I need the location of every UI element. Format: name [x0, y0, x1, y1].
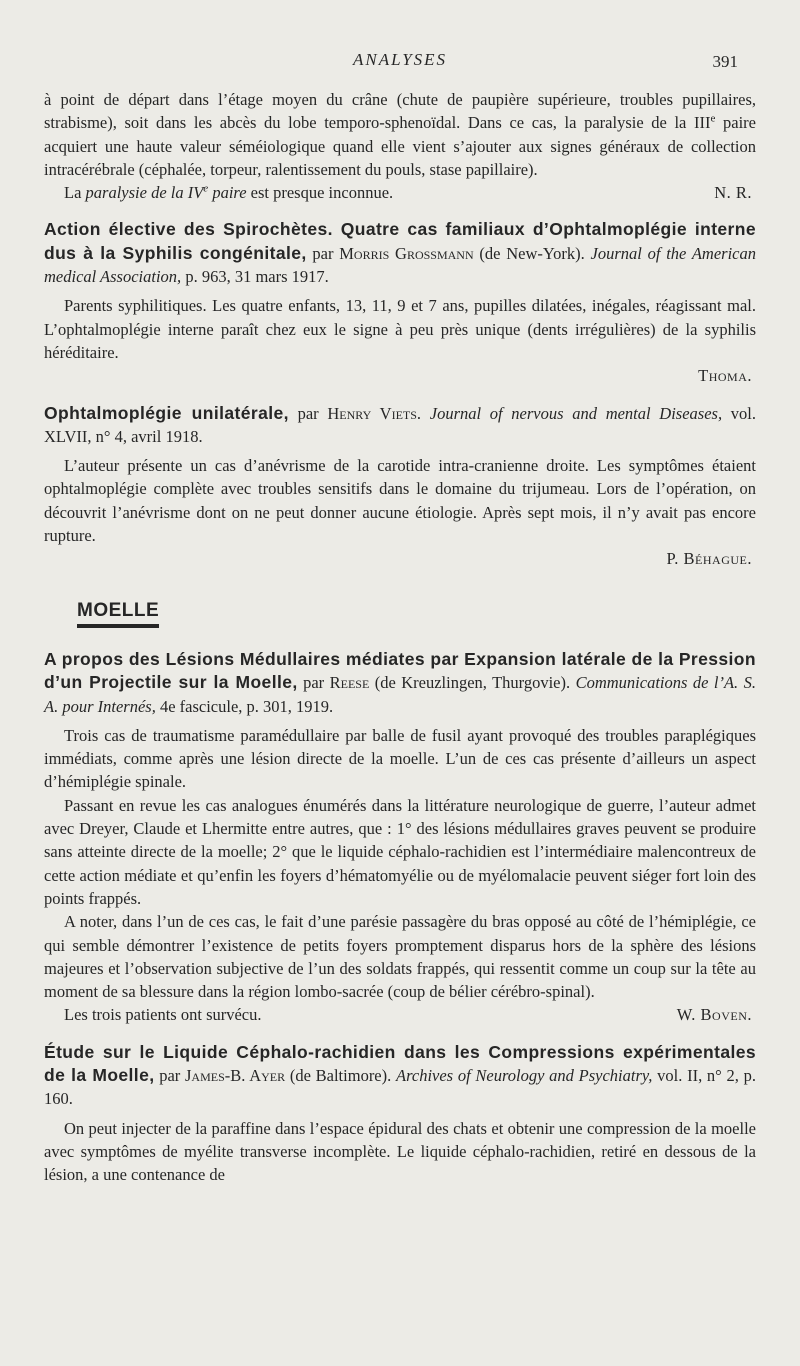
- article-journal: Communications de l’A. S. A. pour Internés,: [44, 673, 757, 716]
- article-title: Ophtalmoplégie unilatérale,: [44, 402, 289, 423]
- article-heading: A propos des Lésions Médullaires médiates par Expansion latérale de la Pression d’un Projectile sur la Moelle, par Reese (de Kreuzlingen, Thurgovie). Communications de l’A. S. A. pour Internés, 4e fascicule, p. 301, 1919.: [44, 648, 757, 716]
- article-spirochetes: [44, 218, 756, 387]
- article-title: Action élective des Spirochètes. Quatre cas familiaux d’Ophtalmoplégie interne dus à la Syphilis congénitale,: [44, 219, 756, 263]
- article-heading: Ophtalmoplégie unilatérale, par Henry Viets. Journal of nervous and mental Diseases, vol. XLVII, n° 4, avril 1918.: [44, 402, 757, 446]
- article-paragraph-last: W. Boven. Les trois patients ont survécu.: [44, 1003, 756, 1026]
- running-header: [0, 50, 800, 74]
- article-summary: On peut injecter de la paraffine dans l’espace épidural des chats et obtenir une compression de la moelle avec symptômes de myélite transverse incomplète. Le liquide céphalo-rachidien, retiré en dessous de la lésion, a une contenance de: [44, 1118, 756, 1185]
- article-liquide-cephalo-rachidien: [44, 1041, 756, 1187]
- article-author: Reese: [329, 673, 370, 693]
- article-author: James-B. Ayer: [185, 1065, 286, 1085]
- article-title: A propos des Lésions Médullaires médiates par Expansion latérale de la Pression d’un Projectile sur la Moelle,: [44, 648, 756, 693]
- running-title: ANALYSES: [352, 50, 448, 69]
- article-heading: Action élective des Spirochètes. Quatre cas familiaux d’Ophtalmoplégie interne dus à la Syphilis congénitale, par Morris Grossmann (de New-York). Journal of the American medical Association, p. 963, 31 mars 1917.: [44, 219, 756, 287]
- article-signature: P. Béhague.: [666, 549, 752, 569]
- article-paragraph: A noter, dans l’un de ces cas, le fait d’une parésie passagère du bras opposé au côté de l’hémiplégie, ce qui semble démontrer l’existence de petits foyers promptement disparus hors de la sphère des lésions majeures et l’observation subjective de l’un des soldats frappés, qui ressentit comme un coup sur la tête au moment de sa blessure dans la région lombo-sacrée (coup de bélier cérébro-spinal).: [44, 912, 756, 1002]
- article-heading: Étude sur le Liquide Céphalo-rachidien dans les Compressions expérimentales de la Moelle, par James-B. Ayer (de Baltimore). Archives of Neurology and Psychiatry, vol. II, n° 2, p. 160.: [44, 1041, 756, 1109]
- article-author: Morris Grossmann: [339, 243, 474, 263]
- page-number: 391: [712, 52, 738, 71]
- article-lesions-medullaires: [44, 648, 756, 1027]
- section-heading: MOELLE: [77, 599, 159, 628]
- article-summary: L’auteur présente un cas d’anévrisme de la carotide intra-cranienne droite. Les symptômes étaient ophtalmoplégie complète avec troubles sensitifs dans le domaine du trijumeau. Lors de l’opération, on découvrit l’anévrisme dont on ne peut donner aucune étiologie. Après sept mois, il n’y avait pas encore rupture.: [44, 456, 756, 546]
- intro-paragraph: à point de départ dans l’étage moyen du crâne (chute de paupière supérieure, troubles pupillaires, strabisme), soit dans les abcès du lobe temporo-sphenoïdal. Dans ce cas, la paralysie de la IIIe paire acquiert une haute valeur séméiologique quand elle vient s’ajouter aux signes généraux de collection intracérébrale (céphalée, torpeur, ralentissement du pouls, stase papillaire).: [44, 90, 756, 179]
- article-title: Étude sur le Liquide Céphalo-rachidien dans les Compressions expérimentales de la Moelle,: [44, 1041, 756, 1085]
- article-paragraph: Passant en revue les cas analogues énumérés dans la littérature neurologique de guerre, l’auteur admet avec Dreyer, Claude et Lhermitte entre autres, que : 1° des lésions médullaires graves peuvent se produire sans atteinte directe de la moelle; 2° que le liquide céphalo-rachidien est l’intermédiaire malencontreux de cette action médiate et qu’enfin les foyers d’hématomyélie ou de myélomalacie peuvent siéger fort loin des points frappés.: [44, 795, 756, 908]
- article-paragraph: Trois cas de traumatisme paramédullaire par balle de fusil ayant provoqué des troubles paraplégiques immédiats, comme après une lésion directe de la moelle. L’un de ces cas présente d’ailleurs un aspect d’hémiplégie spinale.: [44, 725, 756, 792]
- page-body: [44, 88, 756, 1186]
- intro-paragraph-2: N. R. La paralysie de la IVe paire est presque inconnue.: [44, 181, 756, 204]
- intro-signature: N. R.: [714, 183, 752, 203]
- article-signature: W. Boven.: [676, 1005, 752, 1025]
- article-journal: Archives of Neurology and Psychiatry,: [395, 1065, 653, 1085]
- article-summary: Parents syphilitiques. Les quatre enfants, 13, 11, 9 et 7 ans, pupilles dilatées, inégales, réagissant mal. L’ophtalmoplégie interne paraît chez eux le signe à peu près unique (dents irrégulières) de la syphilis héréditaire.: [44, 296, 756, 362]
- article-journal: Journal of the American medical Association,: [44, 243, 756, 287]
- article-signature: Thoma.: [698, 366, 752, 386]
- article-journal: Journal of nervous and mental Diseases,: [429, 403, 723, 423]
- article-author: Henry Viets: [327, 403, 417, 423]
- article-ophtalmoplegie: [44, 402, 756, 571]
